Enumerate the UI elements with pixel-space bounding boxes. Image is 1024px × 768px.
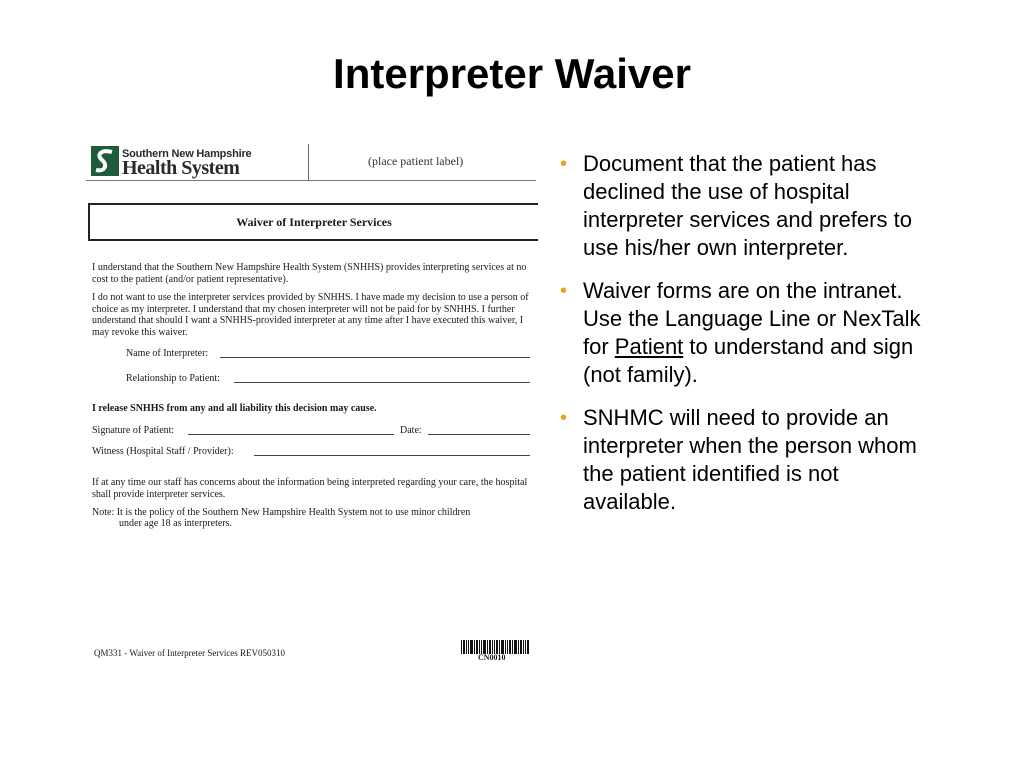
waiver-form-image: [82, 140, 540, 670]
field-label-relationship: Relationship to Patient:: [126, 373, 220, 384]
logo-text-line1: Southern New Hampshire: [122, 148, 252, 160]
header-rule: [86, 180, 536, 181]
field-line-relationship: [234, 382, 530, 383]
bullet-list: [560, 150, 930, 531]
bullet-text-waiver-forms-end: to understand and sign (not family).: [583, 334, 914, 387]
form-title-box: [88, 203, 538, 241]
bullet-text-waiver-forms-start: Waiver forms are on the intranet. Use the Language Line or NexTalk for: [583, 278, 921, 359]
release-statement: I release SNHHS from any and all liability this decision may cause.: [92, 403, 377, 414]
form-para-concerns: If at any time our staff has concerns about the information being interpreted regarding your care, the hospital shall provide interpreter services.: [92, 477, 528, 500]
field-label-signature: Signature of Patient:: [92, 425, 175, 436]
form-para-decision: I do not want to use the interpreter services provided by SNHHS. I have made my decision to use a person of choice as my interpreter. I understand that my chosen interpreter will not be paid for by SNHHS. I further understand that should I want a SNHHS-provided interpreter at any time after I have executed this waiver, I may revoke this waiver.: [92, 292, 529, 338]
logo-text-line2: Health System: [122, 157, 240, 179]
field-line-interpreter-name: [220, 357, 530, 358]
bullet-item-snhmc: [560, 404, 930, 516]
field-line-signature: [188, 434, 394, 435]
bullet-text-document: Document that the patient has declined the use of hospital interpreter services and prefers to use his/her own interpreter.: [583, 151, 912, 260]
field-line-date: [428, 434, 530, 435]
field-label-witness: Witness (Hospital Staff / Provider):: [92, 446, 234, 457]
bullet-icon: •: [560, 407, 568, 429]
field-line-witness: [254, 455, 530, 456]
form-note-line2: under age 18 as interpreters.: [119, 518, 233, 529]
snhhs-logo-icon: [91, 146, 119, 176]
barcode-label: CN0010: [478, 653, 506, 662]
bullet-text-snhmc: SNHMC will need to provide an interpreter when the person whom the patient identified is not available.: [583, 405, 917, 514]
field-label-date: Date:: [400, 425, 422, 436]
bullet-item-waiver-forms: [560, 277, 930, 389]
field-label-interpreter-name: Name of Interpreter:: [126, 348, 209, 359]
place-patient-label: (place patient label): [368, 154, 464, 168]
header-divider: [308, 144, 309, 180]
form-footer-code: QM331 - Waiver of Interpreter Services REV050310: [94, 648, 286, 658]
form-title: Waiver of Interpreter Services: [236, 214, 392, 229]
form-para-services: I understand that the Southern New Hampshire Health System (SNHHS) provides interpreting services at no cost to the patient (and/or patient representative).: [92, 262, 527, 285]
patient-link[interactable]: Patient: [614, 334, 684, 359]
bullet-icon: •: [560, 280, 568, 302]
slide-title: Interpreter Waiver: [333, 50, 691, 97]
bullet-icon: •: [560, 153, 568, 175]
bullet-item-document: [560, 150, 930, 262]
form-note-line1: Note: It is the policy of the Southern New Hampshire Health System not to use minor children: [92, 507, 471, 518]
barcode-icon: [461, 640, 529, 654]
